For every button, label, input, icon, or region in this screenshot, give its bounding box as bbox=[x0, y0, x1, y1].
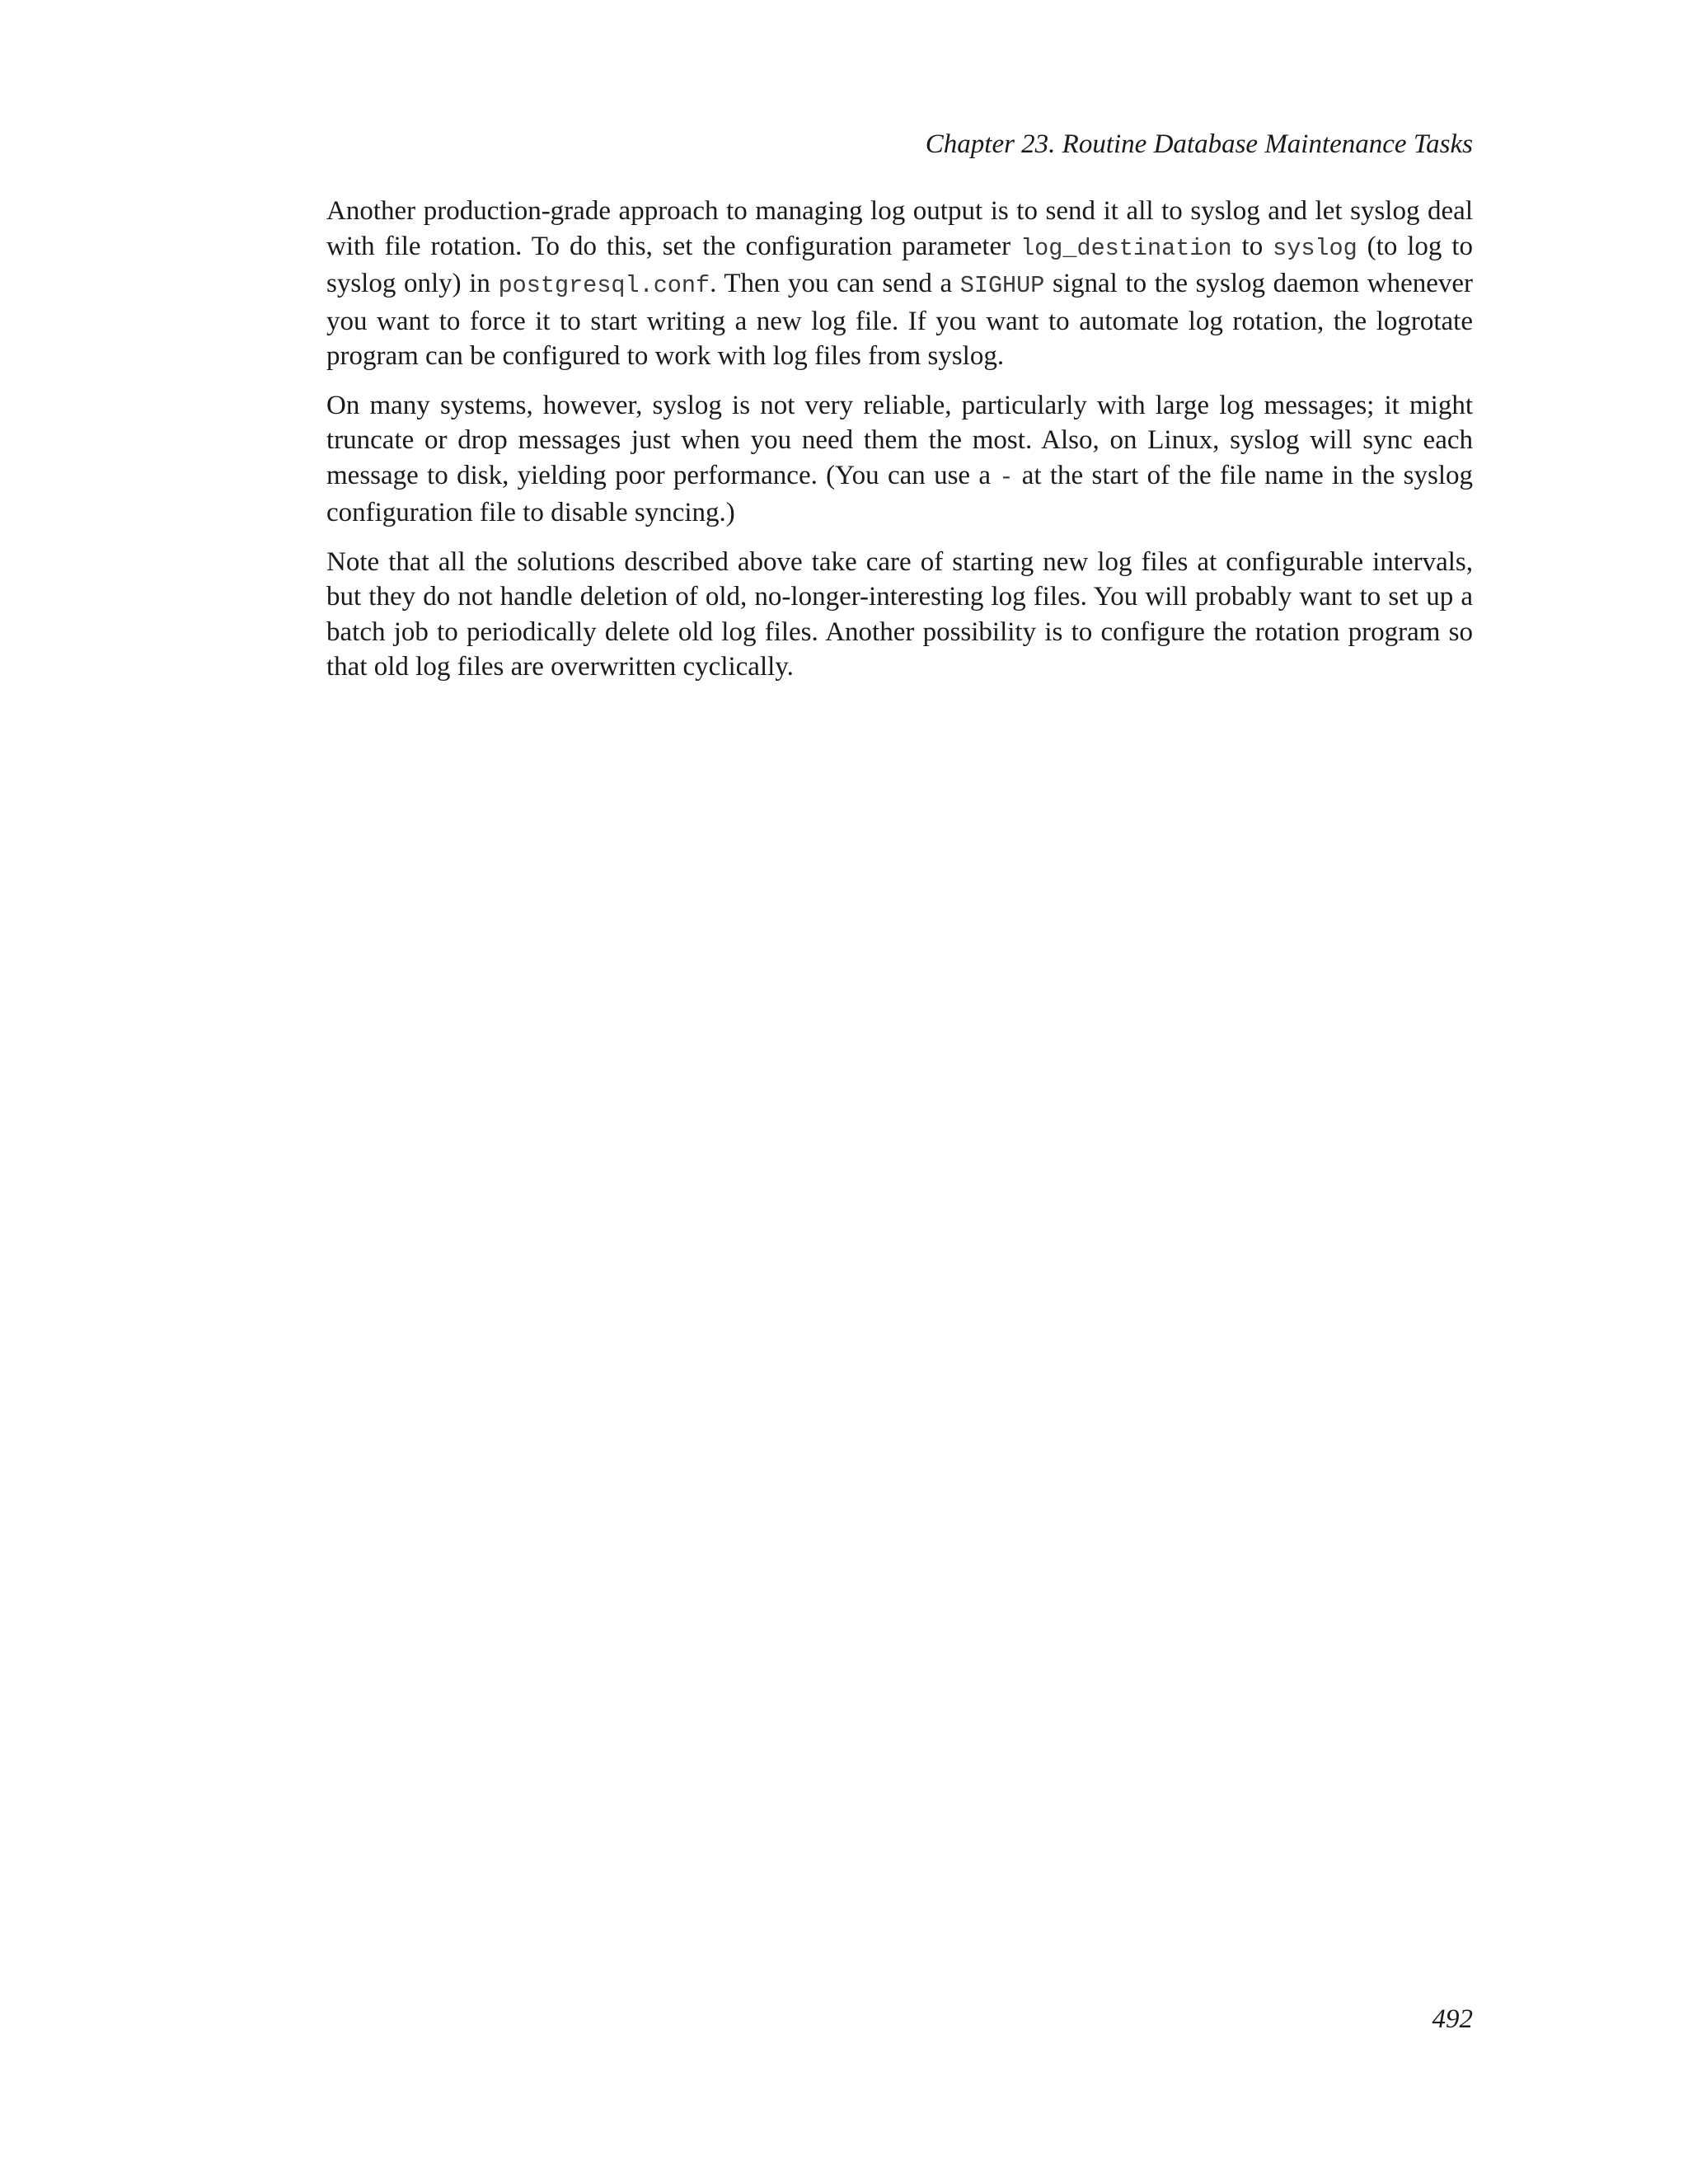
paragraph-text: to bbox=[1231, 231, 1273, 261]
paragraph-syslog-rotation bbox=[326, 194, 1473, 374]
paragraph-text: Another production-grade approach to managing log output is to send it all to syslog and let syslog deal with file rotation. To do this, set the configuration parameter bbox=[326, 196, 1473, 261]
code-log-destination: log_destination bbox=[1020, 234, 1232, 262]
paragraph-text: signal to the syslog daemon whenever you want to force it to start writing a new log file. If you want to automate log rotation, the logrotate program can be configured to work with log files from syslog. bbox=[326, 269, 1474, 371]
paragraph-log-deletion bbox=[326, 545, 1473, 685]
code-postgresql-conf: postgresql.conf bbox=[498, 272, 710, 299]
paragraph-text: at the start of the file name in the syslog configuration file to disable syncing.) bbox=[326, 460, 1473, 527]
page-number: 492 bbox=[1432, 2004, 1473, 2034]
page-body bbox=[326, 194, 1473, 699]
paragraph-text: On many systems, however, syslog is not very reliable, particularly with large log messages; it might truncate or drop messages just when you need them the most. Also, on Linux, syslog will sync each message to disk, yielding poor performance. (You can use a bbox=[326, 390, 1473, 490]
paragraph-text: . Then you can send a bbox=[710, 269, 960, 298]
code-syslog: syslog bbox=[1273, 234, 1357, 262]
chapter-header: Chapter 23. Routine Database Maintenance Tasks bbox=[925, 129, 1473, 159]
paragraph-text: Note that all the solutions described above take care of starting new log files at configurable intervals, but they do not handle deletion of old, no-longer-interesting log files. You will probably want to set up a batch job to periodically delete old log files. Another possibility is to configure the rotation program so that old log files are overwritten cyclically. bbox=[326, 546, 1473, 682]
paragraph-syslog-reliability bbox=[326, 388, 1473, 531]
code-sighup: SIGHUP bbox=[959, 272, 1045, 299]
paragraph-text: (to log to syslog only) in bbox=[326, 231, 1474, 298]
code-dash: - bbox=[999, 463, 1014, 491]
